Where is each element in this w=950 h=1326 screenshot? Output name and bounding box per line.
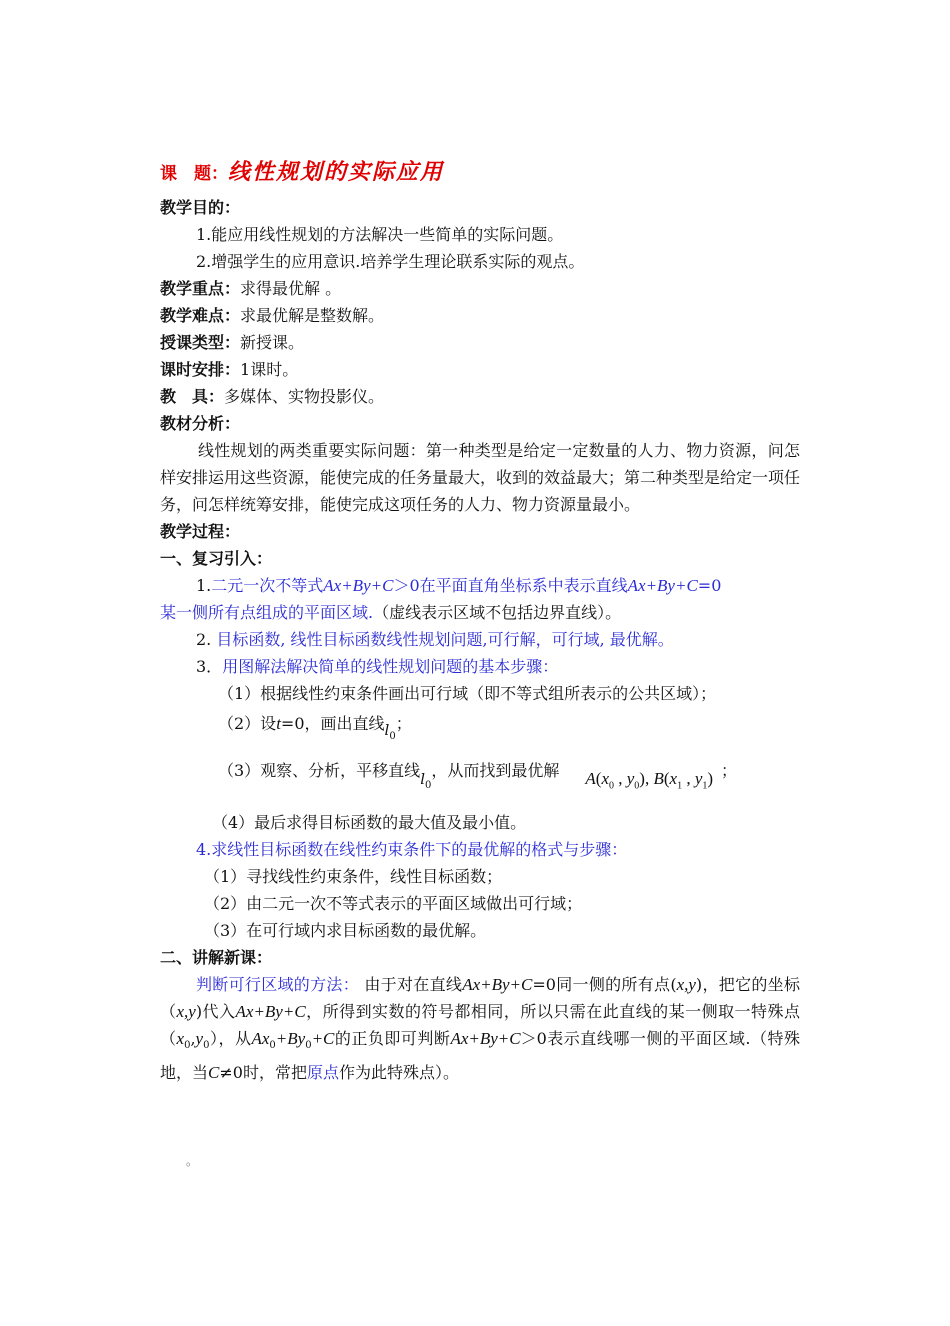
inequality-expression: Ax+By+C bbox=[323, 576, 394, 595]
review-item-1-line2 bbox=[160, 599, 800, 626]
step-4: （4）最后求得目标函数的最大值及最小值。 bbox=[212, 813, 527, 832]
tools-text: 多媒体、实物投影仪。 bbox=[224, 387, 385, 406]
sub-step-2: （2）由二元一次不等式表示的平面区域做出可行域； bbox=[204, 894, 583, 913]
section2-heading: 二、讲解新课： bbox=[160, 948, 273, 967]
review-item-3 bbox=[160, 653, 800, 680]
difficulty-label: 教学难点： bbox=[160, 306, 241, 325]
sub-step-3: （3）在可行域内求目标函数的最优解。 bbox=[204, 921, 487, 940]
review-item-1-line1 bbox=[160, 572, 800, 599]
step-2-prefix: （2）设 bbox=[218, 714, 277, 733]
review-item-2-text: 目标函数, 线性目标函数线性规划问题,可行解，可行域, 最优解。 bbox=[211, 630, 674, 649]
section1-heading: 一、复习引入： bbox=[160, 549, 273, 568]
trailing-mark: 。 bbox=[186, 1154, 199, 1168]
difficulty-text: 求最优解是整数解。 bbox=[240, 306, 385, 325]
analysis-paragraph: 线性规划的两类重要实际问题：第一种类型是给定一定数量的人力、物力资源，问怎样安排运用这些资源，能使完成的任务量最大，收到的效益最大；第二种类型是给定一项任务，问怎样统筹安排，能使完成这项任务的人力、物力资源量最小。 bbox=[160, 441, 801, 514]
goal-item-1: 1.能应用线性规划的方法解决一些简单的实际问题。 bbox=[196, 225, 564, 244]
lesson-type-label: 授课类型： bbox=[160, 333, 241, 352]
step-3-prefix: （3）观察、分析，平移直线 bbox=[218, 761, 421, 780]
line-l0-2: $l_0$ bbox=[420, 770, 432, 791]
tools-label: 教 具： bbox=[160, 387, 225, 406]
variable-t: t bbox=[276, 714, 281, 733]
step-3-text: ，从而找到最优解 bbox=[431, 761, 560, 780]
feasible-region-paragraph: 判断可行区域的方法： 由于对在直线Ax+By+C=0同一侧的所有点(x,y)，把它的坐标（x,y)代入Ax+By+C，所得到实数的符号都相同，所以只需在此直线的某一侧取一特殊点$(x_0,y_0)$，从$Ax_0+By_0+C$的正负即可判断Ax+By+C＞0表示直线哪一侧的平面区域.（特殊地，当C≠0时，常把原点作为此特殊点）。 bbox=[160, 975, 800, 1083]
difficulty-row bbox=[160, 302, 800, 329]
schedule-row bbox=[160, 356, 800, 383]
review-item-1-lead: 二元一次不等式 bbox=[211, 576, 324, 595]
key-point-text: 求得最优解 。 bbox=[240, 279, 342, 298]
goal-item-2: 2.增强学生的应用意识.培养学生理论联系实际的观点。 bbox=[196, 252, 585, 271]
process-heading: 教学过程： bbox=[160, 522, 241, 541]
title-label: 课 题： bbox=[160, 164, 228, 184]
review-item-2-number: 2. bbox=[196, 630, 212, 649]
inequality-sign: ＞0 bbox=[393, 576, 420, 595]
review-item-1-number: 1. bbox=[196, 576, 212, 595]
page-title: 线性规划的实际应用 bbox=[228, 159, 445, 185]
key-point-label: 教学重点： bbox=[160, 279, 241, 298]
step-3 bbox=[160, 753, 800, 809]
sub-step-1: （1）寻找线性约束条件，线性目标函数； bbox=[204, 867, 503, 886]
line-expression: Ax+By+C bbox=[627, 576, 698, 595]
method-lead: 判断可行区域的方法： bbox=[196, 975, 359, 994]
line-equals-zero: =0 bbox=[697, 576, 722, 595]
title-row bbox=[160, 150, 800, 194]
schedule-label: 课时安排： bbox=[160, 360, 241, 379]
line-l0: $l_0$ bbox=[384, 721, 396, 742]
step-2-text: =0，画出直线 bbox=[280, 714, 385, 733]
step-2 bbox=[160, 707, 800, 753]
step-1: （1）根据线性约束条件画出可行域（即不等式组所表示的公共区域）； bbox=[218, 684, 717, 703]
goals-heading: 教学目的： bbox=[160, 198, 241, 217]
origin-highlight: 原点 bbox=[306, 1063, 339, 1083]
lesson-type-row bbox=[160, 329, 800, 356]
review-item-3-number: 3． bbox=[196, 657, 223, 676]
analysis-heading: 教材分析： bbox=[160, 414, 241, 433]
review-item-2 bbox=[160, 626, 800, 653]
review-item-1-note: （虚线表示区域不包括边界直线）。 bbox=[373, 603, 622, 622]
tools-row bbox=[160, 383, 800, 410]
step-2-end: ； bbox=[395, 714, 412, 733]
lesson-type-text: 新授课。 bbox=[240, 333, 305, 352]
review-item-1-mid: 在平面直角坐标系中表示直线 bbox=[419, 576, 628, 595]
review-item-1-region-text: 某一侧所有点组成的平面区域. bbox=[160, 603, 374, 622]
schedule-text: 1课时。 bbox=[240, 360, 299, 379]
lesson-plan-page bbox=[160, 150, 800, 1086]
optimal-solution-formula: $A(x_0$ , $y_0$), $B(x_1$ , $y_1$) bbox=[585, 769, 714, 792]
key-point-row bbox=[160, 275, 800, 302]
review-item-4: 4.求线性目标函数在线性约束条件下的最优解的格式与步骤： bbox=[196, 840, 628, 859]
step-3-end: ； bbox=[721, 761, 738, 780]
review-item-3-text: 用图解法解决简单的线性规划问题的基本步骤： bbox=[222, 657, 559, 676]
